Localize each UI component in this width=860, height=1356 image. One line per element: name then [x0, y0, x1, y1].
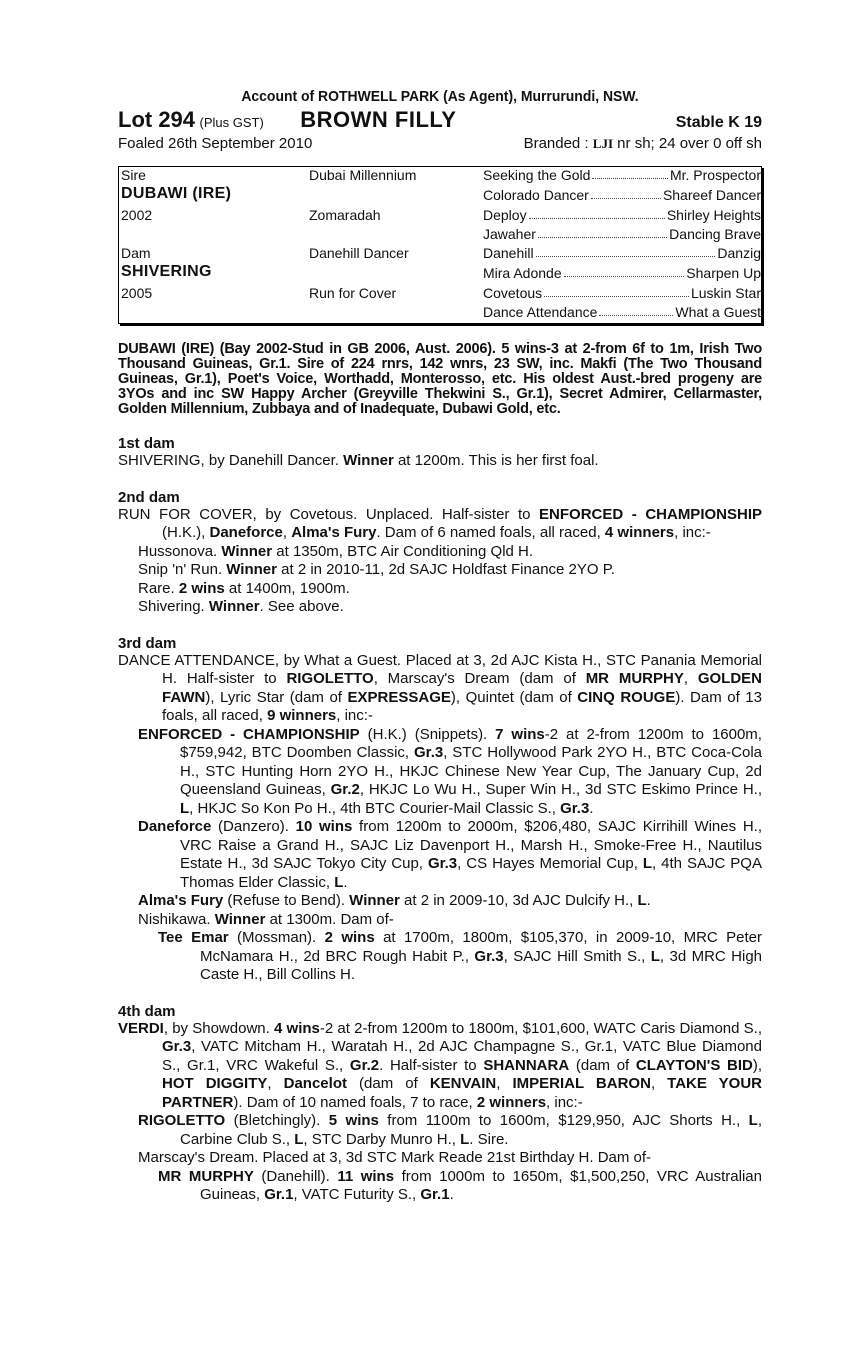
- stable-number: Stable K 19: [675, 114, 762, 131]
- progeny-entry: Alma's Fury (Refuse to Bend). Winner at 2 in 2009-10, 3d AJC Dulcify H., L.: [138, 892, 651, 909]
- lot-number: Lot 294: [118, 107, 196, 132]
- foaled-date: Foaled 26th September 2010: [118, 135, 313, 152]
- second-dam-heading: 2nd dam: [118, 488, 180, 506]
- g3-right: Sharpen Up: [686, 265, 761, 281]
- pedigree-g3-row: [483, 285, 761, 301]
- branded: [524, 135, 762, 152]
- progeny-entry: Hussonova. Winner at 1350m, BTC Air Conditioning Qld H.: [138, 542, 534, 560]
- sire-dam: Zomaradah: [309, 207, 381, 223]
- g3-left: Dance Attendance: [483, 304, 598, 320]
- g3-left: Mira Adonde: [483, 265, 562, 281]
- progeny-entry: Snip 'n' Run. Winner at 2 in 2010-11, 2d SAJC Holdfast Finance 2YO P.: [138, 561, 615, 578]
- progeny-entry: Marscay's Dream. Placed at 3, 3d STC Mark Reade 21st Birthday H. Dam of-: [138, 1149, 652, 1166]
- sire-label: Sire: [121, 167, 146, 183]
- g3-left: Covetous: [483, 285, 543, 301]
- g3-right: Shirley Heights: [666, 207, 761, 223]
- pedigree-table: [118, 166, 762, 324]
- branded-prefix: Branded :: [523, 135, 593, 152]
- dam-sire: Danehill Dancer: [309, 245, 409, 261]
- third-dam-text: DANCE ATTENDANCE, by What a Guest. Placed at 3, 2d AJC Kista H., STC Panania Memorial H. Half-sister to RIGOLETTO, Marscay's Dream (dam of MR MURPHY, GOLDEN FAWN), Lyric Star (dam of EXPRESSAGE), Quintet (dam of CINQ ROUGE). Dam of 13 foals, all raced, 9 winners, inc:-: [118, 651, 762, 724]
- pedigree-g3-row: [483, 167, 761, 183]
- g3-right: Dancing Brave: [669, 226, 761, 242]
- progeny-entry: RIGOLETTO (Bletchingly). 5 wins from 1100m to 1600m, $129,950, AJC Shorts H., L, Carbine Club S., L, STC Darby Munro H., L. Sire.: [138, 1112, 762, 1148]
- pedigree-g3-row: [483, 304, 761, 320]
- sire-year: 2002: [121, 207, 153, 223]
- progeny-entry: Nishikawa. Winner at 1300m. Dam of-: [138, 910, 394, 928]
- sire-summary: DUBAWI (IRE) (Bay 2002-Stud in GB 2006, Aust. 2006). 5 wins-3 at 2-from 6f to 1m, Irish Two Thousand Guineas, Gr.1. Sire of 224 rnrs, 142 wnrs, 23 SW, inc. Makfi (The Two Thousand Guineas, Gr.1), Poet's Voice, Worthadd, Monterosso, etc. His oldest Aust.-bred progeny are 3YOs and inc SW Happy Archer (Greyville Thekwini S., Gr.1), Secret Admirer, Cellarmaster, Golden Millennium, Zubbaya and of Inadequate, Dubawi Gold, etc.: [118, 341, 762, 417]
- g3-right: Mr. Prospector: [669, 167, 761, 183]
- dam-label: Dam: [121, 245, 151, 261]
- vendor-account: Account of ROTHWELL PARK (As Agent), Murrurundi, NSW.: [241, 88, 639, 105]
- progeny-entry: MR MURPHY (Danehill). 11 wins from 1000m to 1650m, $1,500,250, VRC Australian Guineas, Gr.1, VATC Futurity S., Gr.1.: [158, 1167, 762, 1203]
- horse-description: BROWN FILLY: [300, 107, 457, 132]
- g3-left: Danehill: [483, 245, 534, 261]
- lot-line: [118, 107, 762, 133]
- second-dam-text: RUN FOR COVER, by Covetous. Unplaced. Half-sister to ENFORCED - CHAMPIONSHIP (H.K.), Daneforce, Alma's Fury. Dam of 6 named foals, all raced, 4 winners, inc:-: [118, 505, 762, 541]
- catalogue-page: [118, 88, 762, 1205]
- g3-left: Deploy: [483, 207, 527, 223]
- g3-left: Colorado Dancer: [483, 187, 589, 203]
- progeny-entry: Rare. 2 wins at 1400m, 1900m.: [138, 579, 350, 597]
- pedigree-g3-row: [483, 207, 761, 223]
- branded-suffix: nr sh; 24 over 0 off sh: [613, 135, 762, 152]
- pedigree-g3-row: [483, 226, 761, 242]
- plus-gst: (Plus GST): [199, 115, 264, 130]
- g3-right: Luskin Star: [690, 285, 761, 301]
- pedigree-g3-row: [483, 245, 761, 261]
- lot-number-group: [118, 107, 456, 133]
- g3-right: What a Guest: [675, 304, 761, 320]
- dam-year: 2005: [121, 285, 153, 301]
- sire-name: DUBAWI (IRE): [121, 185, 232, 202]
- pedigree-g3-row: [483, 265, 761, 281]
- fourth-dam-text: VERDI, by Showdown. 4 wins-2 at 2-from 1200m to 1800m, $101,600, WATC Caris Diamond S., Gr.3, VATC Mitcham H., Waratah H., 2d AJC Champagne S., Gr.1, VATC Blue Diamond S., Gr.1, VRC Wakeful S., Gr.2. Half-sister to SHANNARA (dam of CLAYTON'S BID), HOT DIGGITY, Dancelot (dam of KENVAIN, IMPERIAL BARON, TAKE YOUR PARTNER). Dam of 10 named foals, 7 to race, 2 winners, inc:-: [118, 1019, 763, 1111]
- progeny-entry: ENFORCED - CHAMPIONSHIP (H.K.) (Snippets). 7 wins-2 at 2-from 1200m to 1600m, $759,942, BTC Doomben Classic, Gr.3, STC Hollywood Park 2YO H., BTC Coca-Cola H., STC Hunting Horn 2YO H., HKJC Chinese New Year Cup, The January Cup, 2d Queensland Guineas, Gr.2, HKJC Lo Wu H., Super Win H., 3d STC Eskimo Prince H., L, HKJC So Kon Po H., 4th BTC Courier-Mail Classic S., Gr.3.: [138, 725, 762, 817]
- progeny-entry: Daneforce (Danzero). 10 wins from 1200m to 2000m, $206,480, SAJC Kirrihill Wines H., VRC Raise a Grand H., SAJC Liz Davenport H., Marsh H., Smoke-Free H., Nautilus Estate H., 3d SAJC Tokyo City Cup, Gr.3, CS Hayes Memorial Cup, L, 4th SAJC PQA Thomas Elder Classic, L.: [138, 818, 762, 891]
- dam-name: SHIVERING: [121, 263, 212, 280]
- g3-left: Seeking the Gold: [483, 167, 591, 183]
- sire-sire: Dubai Millennium: [309, 167, 417, 183]
- g3-right: Shareef Dancer: [662, 187, 761, 203]
- fourth-dam-heading: 4th dam: [118, 1002, 176, 1020]
- g3-left: Jawaher: [483, 226, 536, 242]
- pedigree-g3-row: [483, 187, 761, 203]
- dam-dam: Run for Cover: [309, 285, 397, 301]
- g3-right: Danzig: [717, 245, 761, 261]
- third-dam-heading: 3rd dam: [118, 634, 177, 652]
- progeny-entry: Shivering. Winner. See above.: [138, 598, 344, 615]
- brand-mark: LJI: [592, 136, 614, 151]
- foaled-line: [118, 135, 762, 152]
- first-dam-heading: 1st dam: [118, 435, 175, 452]
- first-dam-text: SHIVERING, by Danehill Dancer. Winner at 1200m. This is her first foal.: [118, 452, 599, 469]
- progeny-entry: Tee Emar (Mossman). 2 wins at 1700m, 1800m, $105,370, in 2009-10, MRC Peter McNamara H., 2d BRC Rough Habit P., Gr.3, SAJC Hill Smith S., L, 3d MRC High Caste H., Bill Collins H.: [158, 929, 763, 983]
